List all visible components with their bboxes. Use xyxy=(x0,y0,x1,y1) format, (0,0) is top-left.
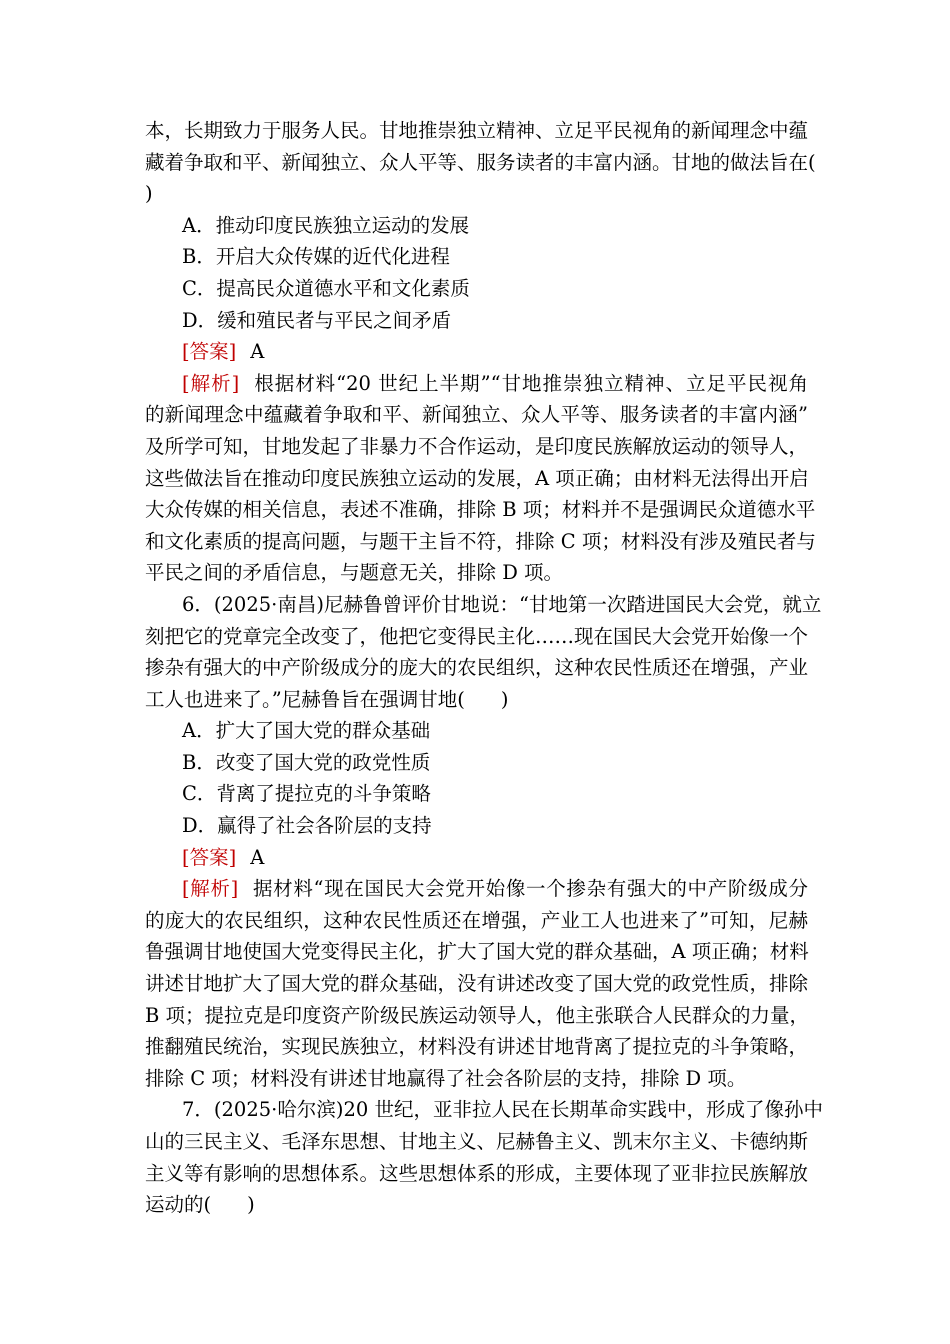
question-6-stem-line: 刻把它的党章完全改变了，他把它变得民主化……现在国民大会党开始像一个 xyxy=(145,624,809,648)
stem-close-paren: ) xyxy=(247,1193,255,1217)
question-6-analysis-line: 推翻殖民统治，实现民族独立，材料没有讲述甘地背离了提拉克的斗争策略， xyxy=(145,1035,809,1059)
question-5-option-d: D．缓和殖民者与平民之间矛盾 xyxy=(182,308,452,332)
question-7 xyxy=(145,1094,823,1220)
question-5-analysis-line: 平民之间的矛盾信息，与题意无关，排除 D 项。 xyxy=(145,561,564,585)
question-6-option-c: C．背离了提拉克的斗争策略 xyxy=(182,782,431,806)
question-6-option-d: D．赢得了社会各阶层的支持 xyxy=(182,814,432,838)
question-7-stem-line: 主义等有影响的思想体系。这些思想体系的形成，主要体现了亚非拉民族解放 xyxy=(145,1161,809,1185)
question-7-stem-line: 山的三民主义、毛泽东思想、甘地主义、尼赫鲁主义、凯末尔主义、卡德纳斯 xyxy=(145,1130,809,1153)
answer-value: A xyxy=(250,340,265,364)
question-7-stem-line: 7．(2025·哈尔滨)20 世纪，亚非拉人民在长期革命实践中，形成了像孙中 xyxy=(182,1098,823,1122)
stem-text: 工人也进来了。”尼赫鲁旨在强调甘地( xyxy=(145,687,465,711)
question-5-analysis-line xyxy=(145,368,808,400)
question-5 xyxy=(145,115,816,589)
analysis-text: 根据材料“20 世纪上半期”“甘地推崇独立精神、立足平民视角 xyxy=(253,371,808,395)
analysis-text: 据材料“现在国民大会党开始像一个掺杂有强大的中产阶级成分 xyxy=(252,877,808,901)
question-5-analysis-line: 及所学可知，甘地发起了非暴力不合作运动，是印度民族解放运动的领导人， xyxy=(145,434,809,458)
answer-tag: [答案] xyxy=(182,845,237,869)
question-5-stem-line: 本，长期致力于服务人民。甘地推崇独立精神、立足平民视角的新闻理念中蕴 xyxy=(145,119,809,142)
question-6-stem-line xyxy=(145,684,808,716)
question-5-analysis-line: 的新闻理念中蕴藏着争取和平、新闻独立、众人平等、服务读者的丰富内涵” xyxy=(145,403,808,427)
question-6-answer xyxy=(145,842,808,874)
analysis-tag: [解析] xyxy=(182,877,239,901)
stem-text: 运动的( xyxy=(145,1193,212,1217)
question-6-analysis-line: B 项；提拉克是印度资产阶级民族运动领导人，他主张联合人民群众的力量， xyxy=(145,1003,810,1027)
question-6-analysis-line: 鲁强调甘地使国大党变得民主化，扩大了国大党的群众基础，A 项正确；材料 xyxy=(145,940,809,964)
analysis-tag: [解析] xyxy=(182,371,240,395)
question-5-option-c: C．提高民众道德水平和文化素质 xyxy=(182,276,470,300)
question-5-stem-line: 藏着争取和平、新闻独立、众人平等、服务读者的丰富内涵。甘地的做法旨在( xyxy=(145,150,816,174)
question-6-analysis-line: 的庞大的农民组织，这种农民性质还在增强，产业工人也进来了”可知，尼赫 xyxy=(145,908,808,932)
question-5-answer xyxy=(145,336,808,368)
question-5-option-b: B．开启大众传媒的近代化进程 xyxy=(182,245,450,269)
question-5-stem-line: ) xyxy=(145,182,153,206)
question-6-analysis-line: 讲述甘地扩大了国大党的群众基础，没有讲述改变了国大党的政党性质，排除 xyxy=(145,972,809,996)
question-5-analysis-line: 这些做法旨在推动印度民族独立运动的发展，A 项正确；由材料无法得出开启 xyxy=(145,466,809,490)
question-5-option-a: A．推动印度民族独立运动的发展 xyxy=(182,213,470,237)
question-5-analysis-line: 大众传媒的相关信息，表述不准确，排除 B 项；材料并不是强调民众道德水平 xyxy=(145,498,816,522)
question-6 xyxy=(145,589,822,1095)
question-6-stem-line: 掺杂有强大的中产阶级成分的庞大的农民组织，这种农民性质还在增强，产业 xyxy=(145,656,809,680)
question-6-analysis-line: 排除 C 项；材料没有讲述甘地赢得了社会各阶层的支持，排除 D 项。 xyxy=(145,1066,747,1090)
answer-value: A xyxy=(250,845,265,869)
question-5-analysis-line: 和文化素质的提高问题，与题干主旨不符，排除 C 项；材料没有涉及殖民者与 xyxy=(145,529,816,553)
answer-tag: [答案] xyxy=(182,340,237,364)
question-7-stem-line xyxy=(145,1189,808,1221)
question-6-stem-line: 6．(2025·南昌)尼赫鲁曾评价甘地说：“甘地第一次踏进国民大会党，就立 xyxy=(182,592,822,616)
question-6-option-a: A．扩大了国大党的群众基础 xyxy=(182,719,431,743)
question-6-option-b: B．改变了国大党的政党性质 xyxy=(182,750,431,774)
stem-close-paren: ) xyxy=(500,687,509,711)
question-6-analysis-line xyxy=(145,873,808,905)
